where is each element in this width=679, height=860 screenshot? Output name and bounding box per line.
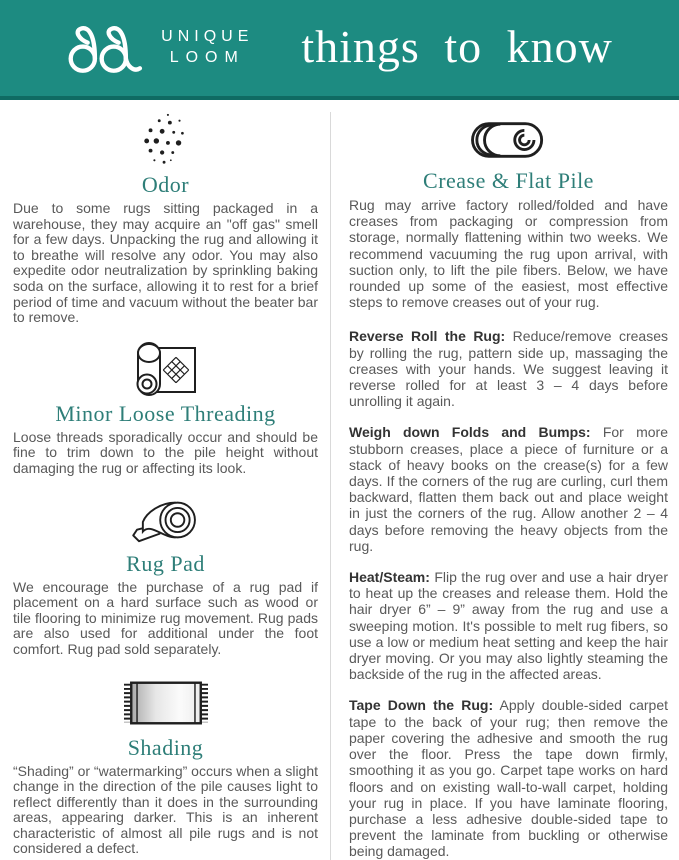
unique-loom-logo-icon (66, 18, 148, 78)
section-body-shading: “Shading” or “watermarking” occurs when a slight change in the direction of the pile causes light to reflect differently than it does in the surrounding areas, appearing darker. This is an inherent characteristic of almost all pile rugs and is not considered a defect. (13, 762, 319, 857)
tip-weigh-down (349, 424, 668, 554)
section-heading-shading: Shading (127, 734, 204, 760)
tip-label-reverse-roll: Reverse Roll the Rug: (349, 328, 506, 345)
tip-body-weigh-down: For more stubborn creases, place a piece of furniture or a stack of heavy books on the crease(s) for a few days. If the corners of the rug are curling, curl them backward, flatten them back out and place weight in just the corners of the rug. Allow another 2 – 4 days before removing the heavy objects from the rug. (349, 424, 668, 554)
section-crease-flat-pile (349, 112, 668, 310)
section-odor (13, 112, 318, 326)
right-column (331, 112, 679, 860)
brand-name-line2: LOOM (169, 49, 245, 66)
section-body-threading: Loose threads sporadically occur and should be fine to trim down to the pile height without damaging the rug or affecting its look. (13, 428, 318, 476)
brand-name-line1: UNIQUE (161, 28, 254, 46)
section-rug-pad (13, 493, 318, 658)
section-body-crease: Rug may arrive factory rolled/folded and have creases from packaging or compression from storage, normally flattening within two weeks. We recommend vacuuming the rug upon arrival, with suction only, to lift the pile fibers. Below, we have rounded up some of the easiest, most effective steps to remove creases out of your rug. (349, 197, 668, 311)
section-body-rug-pad: We encourage the purchase of a rug pad if placement on a hard surface such as wood or tile flooring to minimize rug movement. Rug pads are also used for additional under the foot comfort. Rug pad sold separately. (13, 578, 318, 657)
brand (66, 18, 253, 78)
tip-label-heat-steam: Heat/Steam: (349, 569, 430, 586)
fringed-rug-icon (13, 675, 318, 731)
left-column (0, 112, 331, 860)
section-heading-threading: Minor Loose Threading (55, 400, 276, 426)
rolled-rug-icon (349, 112, 668, 164)
odor-dots-icon (13, 112, 318, 168)
section-shading (13, 675, 318, 858)
section-heading-odor: Odor (141, 172, 190, 197)
page-title: things to know (301, 20, 613, 72)
tip-heat-steam (349, 569, 668, 682)
section-minor-loose-threading (13, 339, 318, 477)
brand-name (161, 27, 253, 69)
tip-body-tape-down: Apply double-sided carpet tape to the back of your rug; then remove the paper covering the adhesive and smooth the rug over the floor. Press the tape down firmly, smoothing it as you go. Carpet tape works on hard floors and on existing wall-to-wall carpet, holding your rug in place. If you have laminate flooring, purchase a less adhesive double-sided tape to prevent the laminate from buckling or otherwise being damaged. (349, 697, 668, 860)
tip-tape-down (349, 697, 668, 859)
section-heading-rug-pad: Rug Pad (126, 550, 205, 576)
tip-label-tape-down: Tape Down the Rug: (349, 697, 494, 714)
tip-label-weigh-down: Weigh down Folds and Bumps: (349, 424, 591, 441)
header (0, 0, 679, 100)
section-body-odor: Due to some rugs sitting packaged in a warehouse, they may acquire an "off gas" smell for a few days. Unpacking the rug and allowing it to breathe will resolve any odor. You may also expedite odor neutralization by sprinkling baking soda on the surface, allowing it to rest for a brief period of time and vacuum without the beater bar to remove. (13, 200, 318, 326)
tip-body-reverse-roll: Reduce/remove creases by rolling the rug, pattern side up, massaging the creases with your hands. We suggest leaving it reverse rolled for at least 3 – 4 days before unrolling it again. (349, 328, 668, 410)
content (0, 100, 679, 860)
rug-pad-roll-icon (13, 493, 318, 547)
section-heading-crease: Crease & Flat Pile (423, 168, 594, 193)
unrolling-rug-icon (13, 339, 318, 397)
tip-body-heat-steam: Flip the rug over and use a hair dryer to heat up the creases and release them. Hold the hair dryer 6” – 9” away from the rug and use a sweeping motion. It's possible to melt rug fibers, so use a low or medium heat setting and keep the hair dryer moving. Or you may also lightly steaming the backside of the rug in the affected areas. (349, 569, 668, 683)
tip-reverse-roll (349, 328, 668, 409)
